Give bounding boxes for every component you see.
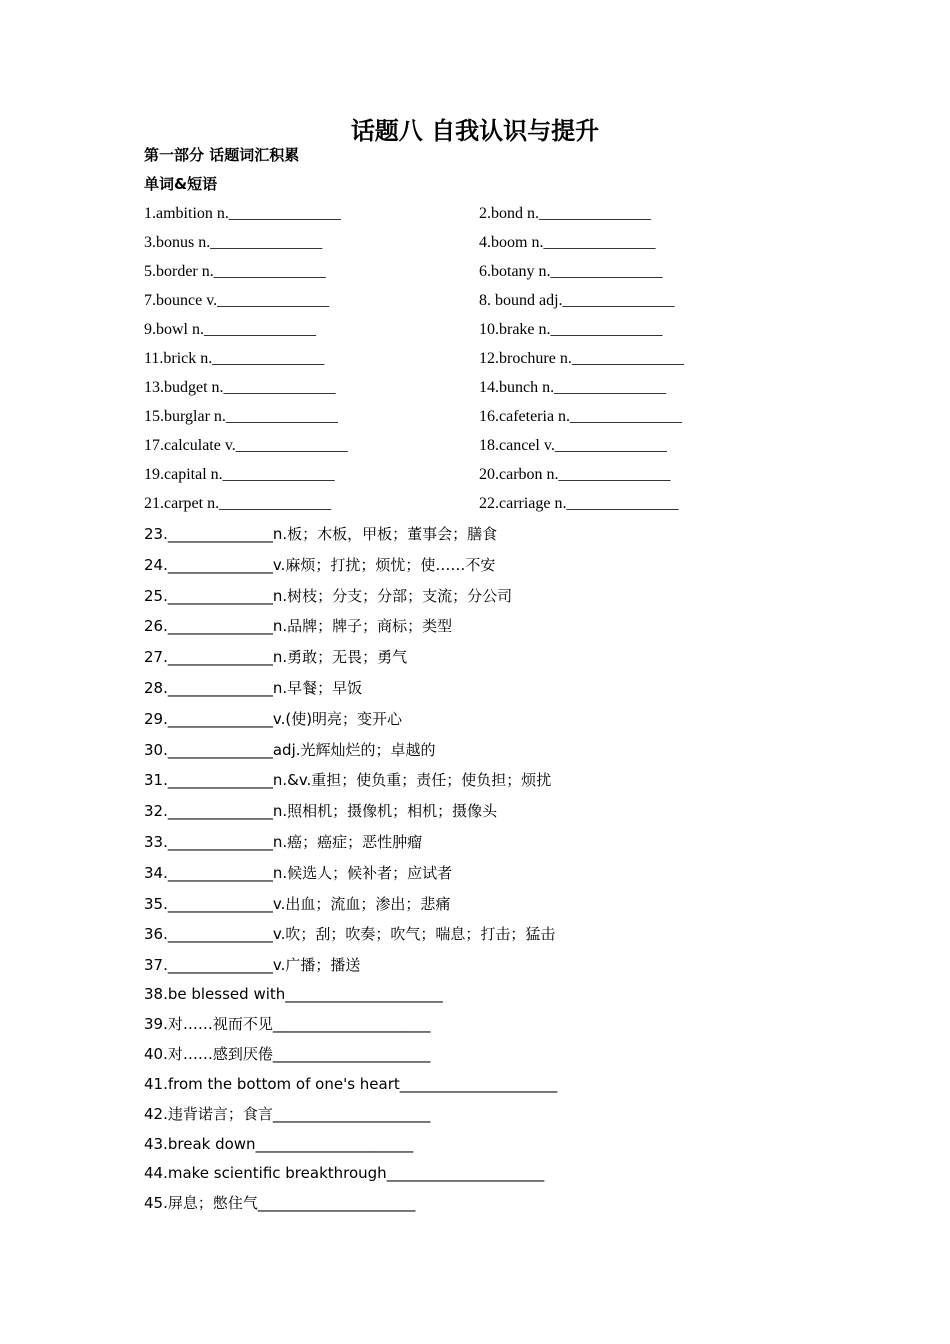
phrase-item: 40.对……感到厌倦_____________________ (144, 1044, 431, 1063)
vocab-item: 3.bonus n.______________ (144, 234, 323, 251)
vocab-item: 2.bond n.______________ (479, 205, 651, 222)
subsection-heading: 单词&短语 (144, 175, 218, 193)
vocab-item: 19.capital n.______________ (144, 466, 335, 483)
vocab-fill-item: 28.______________n.早餐；早饭 (144, 679, 363, 697)
vocab-fill-item: 30.______________adj.光辉灿烂的；卓越的 (144, 740, 436, 759)
vocab-item: 21.carpet n.______________ (144, 495, 332, 512)
vocab-fill-item: 26.______________n.品牌；牌子；商标；类型 (144, 617, 453, 636)
vocab-item: 8. bound adj.______________ (479, 292, 675, 309)
vocab-item: 6.botany n.______________ (479, 263, 663, 280)
vocab-fill-item: 31.______________n.&v.重担；使负重；责任；使负担；烦扰 (144, 771, 552, 790)
vocab-item: 12.brochure n.______________ (479, 350, 684, 367)
vocab-item: 5.border n.______________ (144, 263, 326, 280)
vocab-item: 4.boom n.______________ (479, 234, 656, 251)
vocab-item: 18.cancel v.______________ (479, 437, 667, 454)
vocab-fill-item: 23.______________n.板；木板，甲板；董事会；膳食 (144, 525, 498, 543)
section-heading: 第一部分 话题词汇积累 (144, 146, 300, 164)
phrase-item: 38.be blessed with_____________________ (144, 985, 443, 1003)
page-title: 话题八 自我认识与提升 (350, 117, 600, 145)
vocab-item: 9.bowl n.______________ (144, 321, 316, 338)
vocab-fill-item: 24.______________v.麻烦；打扰；烦忧；使……不安 (144, 555, 496, 574)
phrase-item: 43.break down_____________________ (144, 1134, 414, 1153)
vocab-fill-item: 37.______________v.广播；播送 (144, 956, 361, 975)
phrase-item: 39.对……视而不见_____________________ (144, 1014, 431, 1033)
vocab-item: 11.brick n.______________ (144, 350, 325, 367)
vocab-item: 1.ambition n.______________ (144, 205, 341, 222)
phrase-item: 41.from the bottom of one's heart_____________________ (144, 1074, 558, 1093)
vocab-item: 15.burglar n.______________ (144, 408, 338, 425)
vocab-item: 13.budget n.______________ (144, 379, 336, 396)
vocab-item: 20.carbon n.______________ (479, 466, 671, 483)
vocab-item: 16.cafeteria n.______________ (479, 408, 683, 425)
vocab-fill-item: 32.______________n.照相机；摄像机；相机；摄像头 (144, 802, 498, 821)
vocab-fill-item: 36.______________v.吹；刮；吹奏；吹气；喘息；打击；猛击 (144, 925, 556, 944)
vocab-fill-item: 27.______________n.勇敢；无畏；勇气 (144, 648, 408, 667)
phrase-item: 45.屏息；憋住气_____________________ (144, 1194, 416, 1213)
vocab-fill-item: 35.______________v.出血；流血；渗出；悲痛 (144, 894, 451, 913)
vocab-fill-item: 33.______________n.癌；癌症；恶性肿瘤 (144, 833, 423, 851)
vocab-fill-item: 25.______________n.树枝；分支；分部；支流；分公司 (144, 586, 513, 605)
vocab-fill-item: 29.______________v.(使)明亮；变开心 (144, 709, 403, 728)
phrase-item: 44.make scientific breakthrough_____________________ (144, 1164, 545, 1183)
vocab-item: 14.bunch n.______________ (479, 379, 667, 396)
vocab-item: 22.carriage n.______________ (479, 495, 679, 512)
vocab-item: 7.bounce v.______________ (144, 292, 330, 309)
vocab-item: 17.calculate v.______________ (144, 437, 348, 454)
vocab-item: 10.brake n.______________ (479, 321, 663, 338)
vocab-fill-item: 34.______________n.候选人；候补者；应试者 (144, 863, 453, 882)
phrase-item: 42.违背诺言；食言_____________________ (144, 1104, 431, 1123)
